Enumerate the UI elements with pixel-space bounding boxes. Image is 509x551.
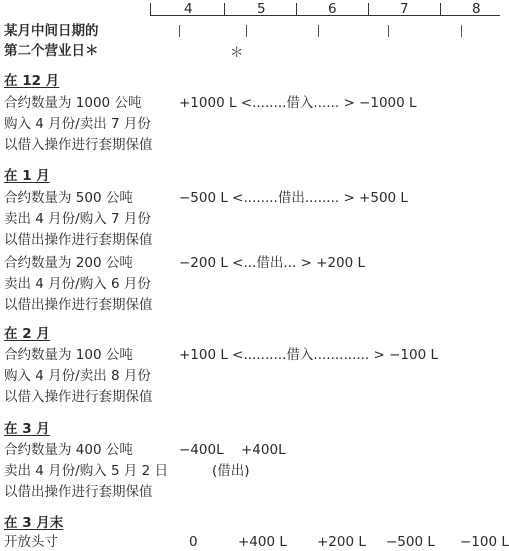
month-label-5: 5 [257, 1, 266, 17]
header-line2: 第二个营业日＊ [4, 43, 99, 59]
open-position-label: 开放头寸 [4, 534, 58, 550]
jan-b-line2: 卖出 4 月份/购入 6 月份 [4, 276, 151, 292]
mar-line3: 以借出操作进行套期保值 [4, 484, 153, 500]
axis-tick [296, 3, 297, 15]
feb-line1: 合约数量为 100 公吨 [4, 347, 133, 363]
dec-line1: 合约数量为 1000 公吨 [4, 95, 142, 111]
section-title-end: 在 3 月末 [4, 515, 64, 531]
dec-line2: 购入 4 月份/卖出 7 月份 [4, 116, 151, 132]
jan-a-line1: 合约数量为 500 公吨 [4, 190, 133, 206]
date-mark [246, 25, 247, 37]
dec-line3: 以借入操作进行套期保值 [4, 137, 153, 153]
month-label-8: 8 [472, 1, 481, 17]
jan-a-formula: −500 L <........借出........ > +500 L [179, 190, 408, 206]
open-position-may: +400 L [238, 534, 287, 550]
month-label-6: 6 [328, 1, 337, 17]
month-label-7: 7 [400, 1, 409, 17]
mar-note: (借出) [212, 463, 250, 479]
open-position-jul: −500 L [386, 534, 435, 550]
feb-formula: +100 L <..........借入............. > −100 L [179, 347, 438, 363]
mar-value-apr: −400L [179, 442, 224, 458]
dec-formula: +1000 L <........借入...... > −1000 L [179, 95, 417, 111]
date-mark [318, 25, 319, 37]
jan-b-formula: −200 L <...借出... > +200 L [179, 255, 366, 271]
section-title-mar: 在 3 月 [4, 421, 50, 437]
open-position-jun: +200 L [317, 534, 366, 550]
section-title-feb: 在 2 月 [4, 326, 50, 342]
mar-value-may: +400L [241, 442, 286, 458]
mar-line1: 合约数量为 400 公吨 [4, 442, 133, 458]
header-line1: 某月中间日期的 [4, 23, 99, 39]
jan-b-line1: 合约数量为 200 公吨 [4, 255, 133, 271]
date-mark [388, 25, 389, 37]
date-mark [461, 25, 462, 37]
star-marker: ＊ [230, 45, 244, 61]
feb-line2: 购入 4 月份/卖出 8 月份 [4, 368, 151, 384]
date-mark [179, 25, 180, 37]
section-title-jan: 在 1 月 [4, 168, 50, 184]
open-position-aug: −100 L [460, 534, 509, 550]
feb-line3: 以借入操作进行套期保值 [4, 389, 153, 405]
axis-tick [150, 3, 151, 15]
axis-tick [224, 3, 225, 15]
section-title-dec: 在 12 月 [4, 73, 60, 89]
month-axis [150, 15, 500, 16]
jan-b-line3: 以借出操作进行套期保值 [4, 297, 153, 313]
axis-tick [368, 3, 369, 15]
jan-a-line2: 卖出 4 月份/购入 7 月份 [4, 211, 151, 227]
jan-a-line3: 以借出操作进行套期保值 [4, 232, 153, 248]
open-position-apr: 0 [189, 534, 198, 550]
month-label-4: 4 [184, 1, 193, 17]
mar-line2: 卖出 4 月份/购入 5 月 2 日 [4, 463, 169, 479]
axis-tick [440, 3, 441, 15]
